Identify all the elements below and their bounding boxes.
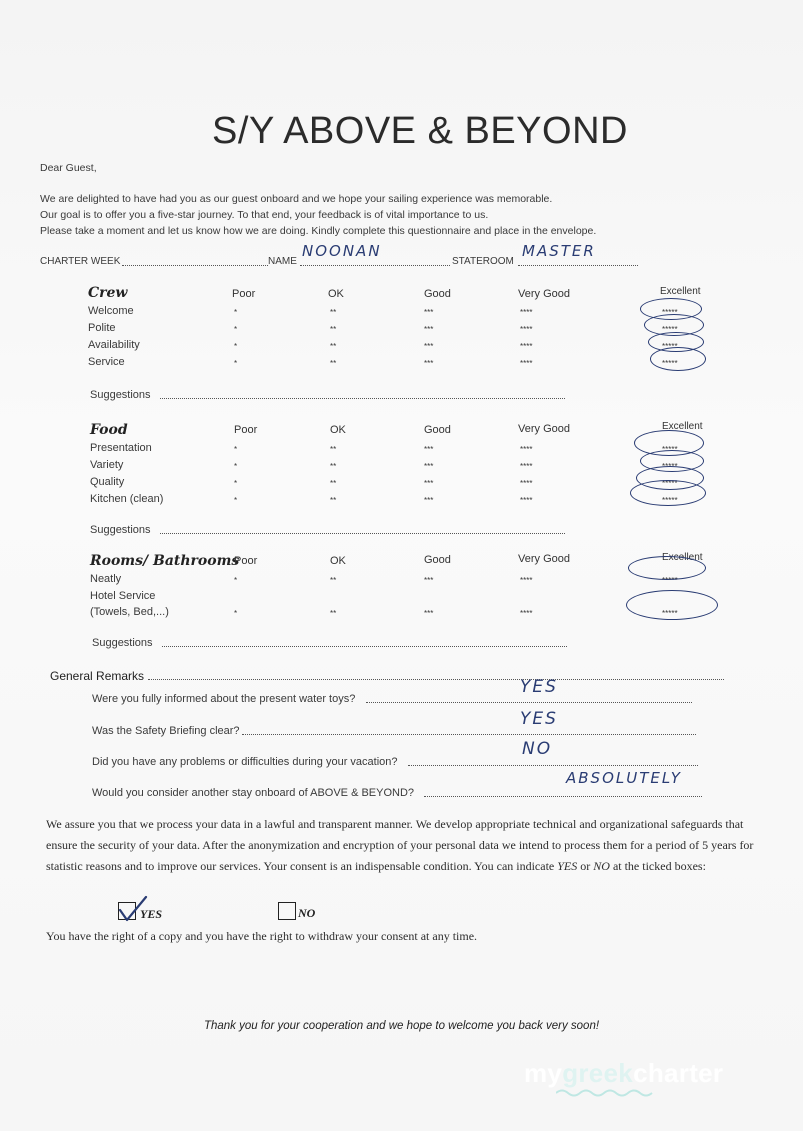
rating-stars-4[interactable]: **** (520, 609, 533, 618)
rating-circle (650, 347, 706, 371)
crew-item-availability: Availability (88, 339, 140, 351)
rating-stars-3[interactable]: *** (424, 462, 434, 471)
answer-another-stay: ABSOLUTELY (566, 769, 682, 787)
rating-stars-3[interactable]: *** (424, 359, 434, 368)
rating-stars-2[interactable]: ** (330, 359, 337, 368)
col-good: Good (424, 424, 451, 436)
intro-line-2: Our goal is to offer you a five-star journey. To that end, your feedback is of vital importance to us. (40, 209, 489, 221)
rating-stars-3[interactable]: *** (424, 342, 434, 351)
rating-stars-2[interactable]: ** (330, 308, 337, 317)
rating-stars-5[interactable]: ***** (662, 308, 678, 317)
rating-stars-1[interactable]: * (234, 342, 238, 351)
rating-stars-1[interactable]: * (234, 576, 238, 585)
rating-stars-4[interactable]: **** (520, 462, 533, 471)
consent-paragraph (46, 814, 766, 877)
rating-stars-5[interactable]: ***** (662, 359, 678, 368)
rooms-suggestions-label: Suggestions (92, 637, 153, 649)
col-very-good: Very Good (518, 288, 570, 300)
consent-yes-label: YES (140, 907, 163, 921)
rooms-suggestions-field[interactable] (162, 646, 567, 647)
rating-stars-1[interactable]: * (234, 445, 238, 454)
rating-stars-5[interactable]: ***** (662, 576, 678, 585)
question-water-toys: Were you fully informed about the present water toys? (92, 693, 356, 705)
name-label: NAME (268, 256, 297, 267)
food-item-variety: Variety (90, 459, 124, 471)
rating-stars-5[interactable]: ***** (662, 462, 678, 471)
rating-stars-4[interactable]: **** (520, 479, 533, 488)
food-item-quality: Quality (90, 476, 125, 488)
stateroom-label: STATEROOM (452, 256, 514, 267)
rights-text: You have the right of a copy and you have the right to withdraw your consent at any time. (46, 929, 478, 943)
greeting: Dear Guest, (40, 162, 97, 174)
rating-circle (630, 480, 706, 506)
col-ok: OK (330, 555, 346, 567)
rating-stars-3[interactable]: *** (424, 325, 434, 334)
crew-item-polite: Polite (88, 322, 116, 334)
col-very-good: Very Good (518, 553, 570, 565)
consent-text: We assure you that we process your data in a lawful and transparent manner. We develop appropriate technical and organizational safeguards that ensure the security of your data. After the anonymization and encryption of your personal data we intend to process them for a period of 5 years for statistic reasons and to improve our services. Your consent is an indispensable condition. You can indicate (46, 817, 754, 873)
rating-stars-3[interactable]: *** (424, 576, 434, 585)
question-safety-briefing: Was the Safety Briefing clear? (92, 725, 240, 737)
crew-item-service: Service (88, 356, 125, 368)
rating-stars-5[interactable]: ***** (662, 609, 678, 618)
rating-stars-3[interactable]: *** (424, 496, 434, 505)
rating-stars-1[interactable]: * (234, 462, 238, 471)
thank-you-note: Thank you for your cooperation and we hope to welcome you back very soon! (203, 1020, 600, 1032)
food-suggestions-field[interactable] (160, 533, 565, 534)
rating-stars-1[interactable]: * (234, 496, 238, 505)
question-problems: Did you have any problems or difficulties during your vacation? (92, 756, 398, 768)
rating-circle (626, 590, 718, 620)
col-good: Good (424, 288, 451, 300)
name-value: NOONAN (302, 242, 382, 260)
general-remarks-field[interactable] (148, 679, 724, 680)
stateroom-field[interactable] (518, 265, 638, 266)
consent-no-label: NO (298, 906, 316, 920)
rating-stars-4[interactable]: **** (520, 445, 533, 454)
answer-safety-briefing: YES (520, 709, 558, 729)
col-ok: OK (328, 288, 344, 300)
logo-part-charter: charter (633, 1058, 724, 1088)
col-poor: Poor (234, 555, 258, 567)
col-excellent: Excellent (660, 286, 701, 297)
rating-stars-2[interactable]: ** (330, 609, 337, 618)
section-title-crew: Crew (88, 285, 128, 301)
crew-suggestions-field[interactable] (160, 398, 565, 399)
food-suggestions-label: Suggestions (90, 524, 151, 536)
rating-stars-3[interactable]: *** (424, 609, 434, 618)
rating-circle (628, 556, 706, 580)
section-title-food: Food (90, 422, 128, 438)
logo-part-my: my (524, 1058, 563, 1088)
rating-stars-4[interactable]: **** (520, 359, 533, 368)
rating-stars-1[interactable]: * (234, 325, 238, 334)
col-very-good: Very Good (518, 423, 570, 435)
food-item-kitchen: Kitchen (clean) (90, 493, 164, 505)
charter-week-label: CHARTER WEEK (40, 256, 121, 267)
answer-water-toys: YES (520, 677, 558, 697)
col-ok: OK (330, 424, 346, 436)
watermark-logo (524, 1058, 723, 1089)
rating-stars-2[interactable]: ** (330, 479, 337, 488)
wave-icon (556, 1088, 656, 1098)
answer-line[interactable] (424, 796, 702, 797)
rating-stars-4[interactable]: **** (520, 342, 533, 351)
rating-stars-1[interactable]: * (234, 609, 238, 618)
rating-stars-5[interactable]: ***** (662, 445, 678, 454)
consent-or-word: or (580, 859, 591, 873)
rating-stars-3[interactable]: *** (424, 308, 434, 317)
rating-stars-4[interactable]: **** (520, 496, 533, 505)
stateroom-value: MASTER (522, 242, 596, 260)
rating-stars-5[interactable]: ***** (662, 342, 678, 351)
rating-stars-3[interactable]: *** (424, 445, 434, 454)
answer-problems: NO (522, 739, 553, 759)
rating-stars-5[interactable]: ***** (662, 325, 678, 334)
name-field[interactable] (300, 265, 450, 266)
col-poor: Poor (234, 424, 258, 436)
col-good: Good (424, 554, 451, 566)
rating-stars-2[interactable]: ** (330, 462, 337, 471)
rating-stars-2[interactable]: ** (330, 342, 337, 351)
rating-stars-1[interactable]: * (234, 359, 238, 368)
rating-stars-4[interactable]: **** (520, 308, 533, 317)
rating-stars-5[interactable]: ***** (662, 496, 678, 505)
consent-yes-word: YES (557, 859, 578, 873)
page-title: S/Y ABOVE & BEYOND (212, 110, 628, 152)
consent-no-word: NO (593, 859, 610, 873)
rating-stars-5[interactable]: ***** (662, 479, 678, 488)
col-excellent: Excellent (662, 421, 703, 432)
rating-stars-2[interactable]: ** (330, 576, 337, 585)
answer-line[interactable] (408, 765, 698, 766)
answer-line[interactable] (242, 734, 696, 735)
rating-stars-2[interactable]: ** (330, 496, 337, 505)
food-item-presentation: Presentation (90, 442, 152, 454)
answer-line[interactable] (366, 702, 692, 703)
intro-line-1: We are delighted to have had you as our guest onboard and we hope your sailing experience was memorable. (40, 193, 553, 205)
rating-stars-3[interactable]: *** (424, 479, 434, 488)
rooms-item-towels-bed: (Towels, Bed,...) (90, 606, 169, 618)
crew-suggestions-label: Suggestions (90, 389, 151, 401)
rating-stars-2[interactable]: ** (330, 325, 337, 334)
charter-week-field[interactable] (122, 265, 268, 266)
consent-text-end: at the ticked boxes: (612, 859, 706, 873)
general-remarks-label: General Remarks (50, 669, 145, 683)
rating-stars-2[interactable]: ** (330, 445, 337, 454)
col-excellent: Excellent (662, 552, 703, 563)
col-poor: Poor (232, 288, 256, 300)
rating-stars-1[interactable]: * (234, 479, 238, 488)
question-another-stay: Would you consider another stay onboard of ABOVE & BEYOND? (92, 787, 415, 799)
rating-stars-4[interactable]: **** (520, 576, 533, 585)
rating-stars-4[interactable]: **** (520, 325, 533, 334)
section-title-rooms: Rooms/ Bathrooms (90, 553, 240, 569)
logo-part-greek: greek (562, 1058, 634, 1088)
rating-stars-1[interactable]: * (234, 308, 238, 317)
crew-item-welcome: Welcome (88, 305, 134, 317)
rooms-item-neatly: Neatly (90, 573, 122, 585)
intro-line-3: Please take a moment and let us know how we are doing. Kindly complete this questionnaire and place in the envelope. (40, 225, 597, 237)
rooms-item-hotel-service: Hotel Service (90, 590, 156, 602)
consent-no-checkbox[interactable] (278, 902, 296, 920)
